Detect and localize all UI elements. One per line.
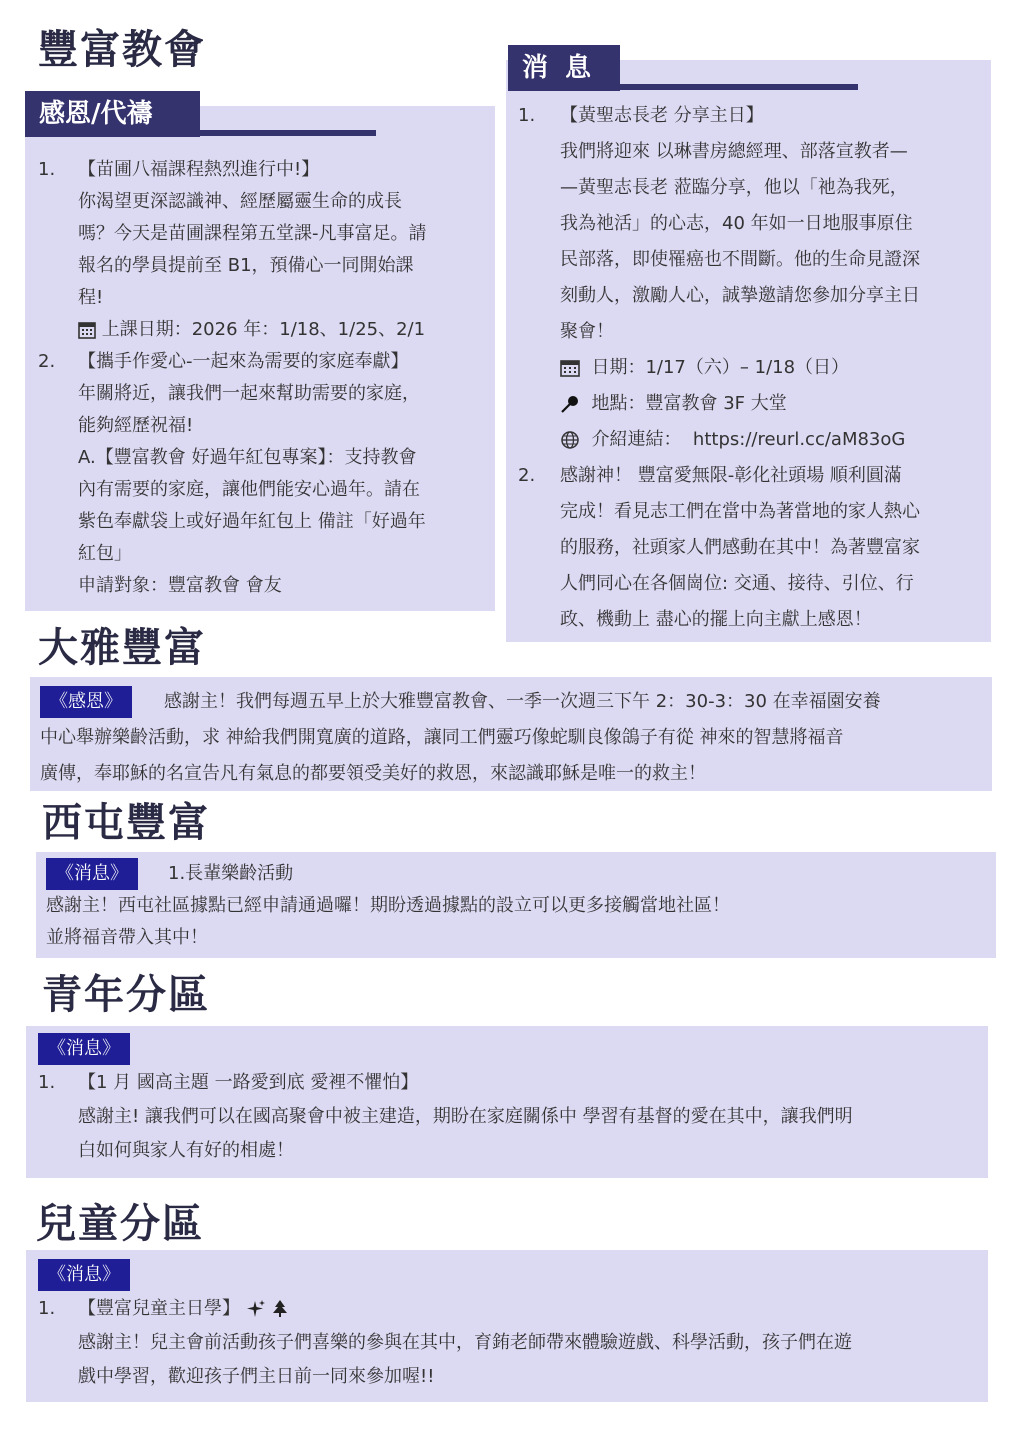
thanks-item-2-line: 能夠經歷祝福! (78, 415, 194, 436)
youth-item-1-line: 感謝主! 讓我們可以在國高聚會中被主建造，期盼在家庭關係中 學習有基督的愛在其中，讓我們明 (78, 1106, 853, 1127)
thanks-item-1 (38, 154, 488, 346)
children-tag: 《消息》 (38, 1259, 130, 1291)
news-item-1-line: —黃聖志長老 蒞臨分享，他以「祂為我死， (560, 177, 908, 198)
news-item-1-line: 聚會！ (560, 321, 614, 342)
youth-title: 青年分區 (42, 972, 210, 1018)
thanks-item-1-date: 上課日期：2026 年：1/18、1/25、2/1 (101, 319, 426, 340)
daya-content (40, 684, 985, 792)
thanks-item-2-line: 年關將近，讓我們一起來幫助需要的家庭， (78, 383, 420, 404)
news-item-2-number: 2. (518, 465, 536, 486)
news-item-1-line: 刻動人，激勵人心，誠摯邀請您參加分享主日 (560, 285, 920, 306)
xitun-first-line: 1.長輩樂齡活動 (168, 863, 294, 884)
daya-tag: 《感恩》 (40, 686, 132, 718)
thanks-item-2-number: 2. (38, 351, 56, 372)
news-item-1-title: 【黃聖志長老 分享主日】 (560, 105, 764, 126)
thanks-item-2-line: 紅包」 (78, 543, 132, 564)
pushpin-icon (560, 393, 586, 414)
youth-item-1 (38, 1066, 978, 1168)
news-item-1-date-row (560, 350, 978, 386)
news-tab: 消 息 (508, 45, 620, 91)
daya-title: 大雅豐富 (38, 625, 206, 671)
globe-icon (560, 429, 586, 450)
thanks-item-1-title: 【苗圃八福課程熱烈進行中!】 (78, 159, 320, 180)
children-item-1-line: 戲中學習，歡迎孩子們主日前一同來參加喔!! (78, 1366, 435, 1387)
thanks-item-2-title: 【攜手作愛心-一起來為需要的家庭奉獻】 (78, 351, 409, 372)
news-item-1-place: 地點：豐富教會 3F 大堂 (591, 393, 787, 414)
thanks-item-1-line: 你渴望更深認識神、經歷屬靈生命的成長 (78, 191, 402, 212)
children-item-1-line: 感謝主！兒主會前活動孩子們喜樂的參與在其中，育銪老師帶來體驗遊戲、科學活動，孩子們在遊 (78, 1332, 852, 1353)
news-item-2-line: 人們同心在各個崗位: 交通、接待、引位、行 (560, 573, 914, 594)
daya-line: 廣傳，奉耶穌的名宣告凡有氣息的都要領受美好的救恩，來認識耶穌是唯一的救主！ (40, 763, 706, 784)
youth-item-1-number: 1. (38, 1072, 56, 1093)
thanks-tab: 感恩/代禱 (25, 91, 200, 137)
thanks-item-2 (38, 346, 488, 602)
xitun-line: 並將福音帶入其中！ (46, 927, 208, 948)
page-title: 豐富教會 (38, 27, 206, 73)
news-list (518, 98, 978, 638)
xitun-first-row (46, 858, 991, 890)
thanks-item-2-line: 紫色奉獻袋上或好過年紅包上 備註「好過年 (78, 511, 426, 532)
news-item-1-link-label: 介紹連結： (591, 429, 682, 450)
thanks-item-1-number: 1. (38, 159, 56, 180)
thanks-list (38, 154, 488, 602)
thanks-item-2-line: 申請對象：豐富教會 會友 (78, 575, 282, 596)
xitun-content (46, 858, 991, 954)
news-item-2 (518, 458, 978, 638)
children-tag-row (38, 1258, 978, 1292)
daya-line: 中心舉辦樂齡活動，求 神給我們開寬廣的道路，讓同工們靈巧像蛇馴良像鴿子有從 神來的智慧將福音 (40, 727, 844, 748)
thanks-item-2-line: 內有需要的家庭，讓他們能安心過年。請在 (78, 479, 420, 500)
news-item-1-link-row (560, 422, 978, 458)
thanks-item-1-date-row (78, 314, 488, 346)
calendar-icon (560, 357, 586, 378)
news-item-1-date: 日期：1/17（六）– 1/18（日） (591, 357, 850, 378)
youth-tag-row (38, 1032, 978, 1066)
youth-item-1-title: 【1 月 國高主題 一路愛到底 愛裡不懼怕】 (78, 1072, 419, 1093)
calendar-icon (78, 319, 102, 340)
thanks-item-1-line: 報名的學員提前至 B1，預備心一同開始課 (78, 255, 414, 276)
news-item-2-line: 的服務，社頭家人們感動在其中！為著豐富家 (560, 537, 920, 558)
thanks-tab-underline (200, 130, 376, 136)
christmas-tree-icon (271, 1298, 289, 1319)
news-tab-underline (620, 84, 858, 90)
thanks-item-1-line: 程! (78, 287, 104, 308)
news-item-2-line: 政、機動上 盡心的擺上向主獻上感恩！ (560, 609, 872, 630)
news-item-1-link[interactable]: https://reurl.cc/aM83oG (692, 429, 906, 450)
news-item-1-place-row (560, 386, 978, 422)
youth-item-1-line: 白如何與家人有好的相處！ (78, 1140, 294, 1161)
news-item-2-line: 感謝神！ 豐富愛無限-彰化社頭場 順利圓滿 (560, 465, 902, 486)
thanks-item-1-line: 嗎？今天是苗圃課程第五堂課-凡事富足。請 (78, 223, 427, 244)
children-item-1 (38, 1292, 978, 1394)
daya-first-row (40, 684, 985, 720)
daya-first-line: 感謝主！我們每週五早上於大雅豐富教會、一季一次週三下午 2：30-3：30 在幸福園安養 (164, 691, 881, 712)
children-title: 兒童分區 (36, 1201, 204, 1247)
children-content (38, 1258, 978, 1394)
youth-content (38, 1032, 978, 1168)
news-item-2-line: 完成！看見志工們在當中為著當地的家人熱心 (560, 501, 920, 522)
news-item-1-number: 1. (518, 105, 536, 126)
xitun-title: 西屯豐富 (42, 800, 210, 846)
youth-tag: 《消息》 (38, 1033, 130, 1065)
children-item-1-title: 【豐富兒童主日學】 (78, 1298, 240, 1319)
sparkles-icon (246, 1298, 272, 1319)
news-item-1-line: 民部落，即使罹癌也不間斷。他的生命見證深 (560, 249, 920, 270)
children-item-1-title-row (78, 1292, 978, 1326)
xitun-line: 感謝主！西屯社區據點已經申請通過囉！期盼透過據點的設立可以更多接觸當地社區！ (46, 895, 730, 916)
children-item-1-number: 1. (38, 1298, 56, 1319)
news-item-1-line: 我為祂活」的心志，40 年如一日地服事原住 (560, 213, 913, 234)
xitun-tag: 《消息》 (46, 858, 138, 890)
news-item-1-line: 我們將迎來 以琳書房總經理、部落宣教者— (560, 141, 908, 162)
thanks-item-2-line: A.【豐富教會 好過年紅包專案】：支持教會 (78, 447, 417, 468)
news-item-1 (518, 98, 978, 458)
